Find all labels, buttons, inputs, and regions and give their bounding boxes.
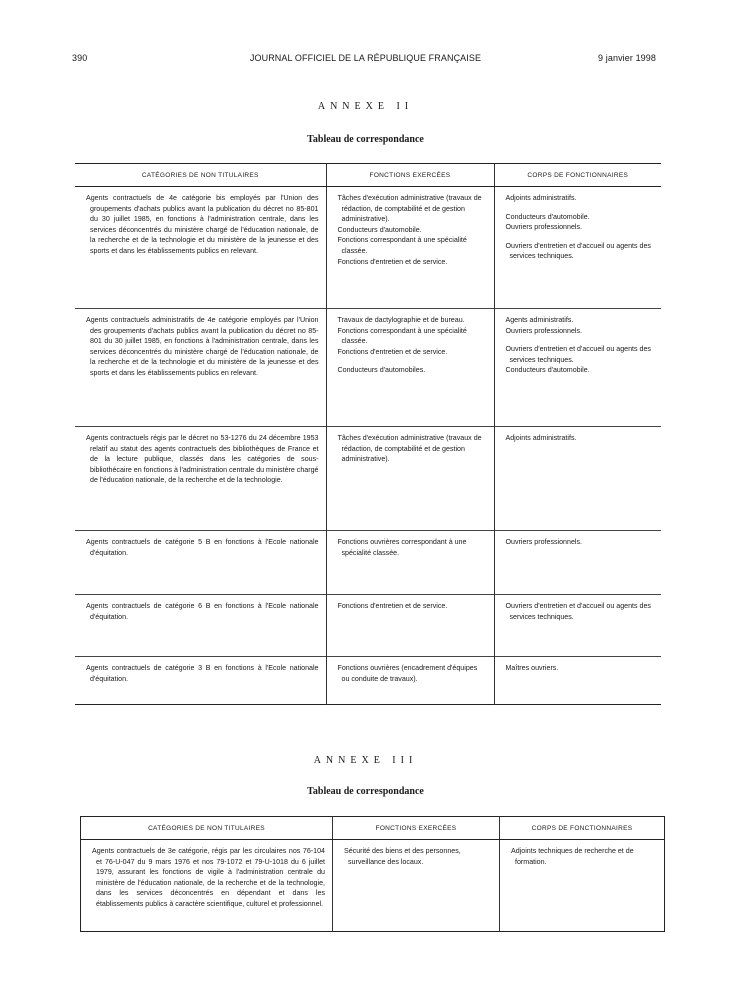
category-text: Agents contractuels de catégorie 3 B en fonctions à l'Ecole nationale d'équitation.: [86, 664, 319, 683]
corps-item: Adjoints administratifs.: [505, 194, 577, 202]
table-row: [81, 840, 665, 932]
category-cell: [81, 840, 333, 932]
corps-cell: [494, 595, 661, 657]
function-item: Fonctions ouvrières (encadrement d'équipes ou conduite de travaux).: [337, 664, 478, 683]
table-row: [75, 427, 661, 531]
spacer: [506, 204, 655, 212]
category-text: Agents contractuels administratifs de 4e catégorie employés par l'Union des groupements d'achats publics avant la publication du décret no 85-801 du 30 juillet 1985, en fonctions à l'administration centrale, dans les services déconcentrés du ministère chargé de l'éducation nationale, de la recherche et de la technologie et du ministère de la jeunesse et des sports et dans les établissements publics en relevant.: [86, 316, 319, 377]
annex-2-subtitle: Tableau de correspondance: [307, 134, 424, 145]
table-row: [75, 657, 661, 705]
corps-item: Conducteurs d'automobile.: [505, 212, 590, 221]
functions-cell: [326, 531, 494, 595]
column-header-corps: CORPS DE FONCTIONNAIRES: [500, 817, 665, 840]
category-cell: [75, 531, 326, 595]
table-row: [75, 595, 661, 657]
function-item: Travaux de dactylographie et de bureau.: [337, 316, 465, 324]
journal-title: JOURNAL OFFICIEL DE LA RÉPUBLIQUE FRANÇAISE: [249, 53, 482, 63]
corps-cell: [494, 309, 661, 427]
category-cell: [75, 657, 326, 705]
corps-cell: [494, 187, 661, 309]
table-row: [75, 309, 661, 427]
function-item: Fonctions ouvrières correspondant à une spécialité classée.: [337, 538, 467, 557]
corps-item: Adjoints techniques de recherche et de formation.: [511, 847, 634, 866]
corps-item: Adjoints administratifs.: [505, 434, 577, 442]
annex-3-body: [81, 840, 665, 932]
corps-item: Ouvriers professionnels.: [505, 326, 582, 335]
category-cell: [75, 427, 326, 531]
category-cell: [75, 309, 326, 427]
function-item: Fonctions d'entretien et de service.: [337, 347, 448, 356]
function-item: Fonctions d'entretien et de service.: [337, 257, 448, 266]
table-row: [75, 531, 661, 595]
corps-cell: [494, 531, 661, 595]
spacer: [338, 357, 487, 365]
corps-cell: [494, 657, 661, 705]
table-row: [75, 187, 661, 309]
category-text: Agents contractuels de catégorie 6 B en fonctions à l'Ecole nationale d'équitation.: [86, 602, 319, 621]
column-header-functions: FONCTIONS EXERCÉES: [326, 164, 494, 187]
functions-cell: [326, 595, 494, 657]
column-header-categories: CATÉGORIES DE NON TITULAIRES: [81, 817, 333, 840]
functions-cell: [326, 657, 494, 705]
corps-item: Conducteurs d'automobile.: [505, 366, 590, 375]
corps-item: Agents administratifs.: [505, 316, 574, 324]
annex-2-title: ANNEXE II: [317, 101, 414, 112]
page-number: 390: [72, 53, 88, 63]
annex-2-body: [75, 187, 661, 705]
column-header-corps: CORPS DE FONCTIONNAIRES: [494, 164, 661, 187]
function-item: Tâches d'exécution administrative (travaux de rédaction, de comptabilité et de gestion administrative).: [337, 434, 482, 464]
category-text: Agents contractuels régis par le décret no 53-1276 du 24 décembre 1953 relatif au statut des agents contractuels des bibliothèques de France et de la lecture publique, classés dans les catégories de sous-bibliothécaire en fonctions à l'administration centrale du ministère chargé de l'éducation nationale, de la recherche et de la technologie.: [86, 434, 319, 485]
function-item: Tâches d'exécution administrative (travaux de rédaction, de comptabilité et de gestion administrative).: [337, 194, 482, 224]
corps-item: Ouvriers professionnels.: [505, 223, 582, 232]
category-cell: [75, 187, 326, 309]
annex-3-table: [80, 816, 665, 932]
corps-cell: [494, 427, 661, 531]
functions-cell: [326, 427, 494, 531]
category-text: Agents contractuels de 4e catégorie bis employés par l'Union des groupements d'achats publics avant la publication du décret no 85-801 du 30 juillet 1985, en fonctions à l'administration centrale, dans les services déconcentrés du ministère chargé de l'éducation nationale, de la recherche et de la technologie et du ministère de la jeunesse et des sports et dans les établissements publics en relevant.: [86, 194, 319, 255]
category-text: Agents contractuels de catégorie 5 B en fonctions à l'Ecole nationale d'équitation.: [86, 538, 319, 557]
publication-date: 9 janvier 1998: [598, 53, 656, 63]
spacer: [506, 336, 655, 344]
spacer: [506, 233, 655, 241]
function-item: Conducteurs d'automobiles.: [337, 366, 426, 375]
column-header-functions: FONCTIONS EXERCÉES: [333, 817, 500, 840]
corps-item: Ouvriers professionnels.: [505, 538, 582, 546]
function-item: Fonctions d'entretien et de service.: [337, 602, 448, 610]
function-item: Sécurité des biens et des personnes, surveillance des locaux.: [344, 847, 461, 866]
functions-cell: [326, 187, 494, 309]
category-cell: [75, 595, 326, 657]
corps-item: Maîtres ouvriers.: [505, 664, 559, 672]
function-item: Fonctions correspondant à une spécialité classée.: [337, 236, 467, 255]
function-item: Fonctions correspondant à une spécialité classée.: [337, 326, 467, 346]
corps-item: Ouvriers d'entretien et d'accueil ou agents des services techniques.: [505, 345, 651, 364]
annex-3-title: ANNEXE III: [313, 755, 418, 766]
corps-cell: [500, 840, 665, 932]
column-header-categories: CATÉGORIES DE NON TITULAIRES: [75, 164, 326, 187]
annex-2-table: [75, 163, 661, 705]
function-item: Conducteurs d'automobile.: [337, 225, 422, 234]
functions-cell: [326, 309, 494, 427]
annex-3-subtitle: Tableau de correspondance: [307, 786, 424, 797]
corps-item: Ouvriers d'entretien et d'accueil ou agents des services techniques.: [505, 602, 651, 621]
functions-cell: [333, 840, 500, 932]
corps-item: Ouvriers d'entretien et d'accueil ou agents des services techniques.: [505, 241, 651, 261]
category-text: Agents contractuels de 3e catégorie, régis par les circulaires nos 76-104 et 76-U-047 du 9 mars 1976 et nos 79-1072 et 79-U-1018 du 6 juillet 1979, assurant les fonctions de vigile à l'administration centrale du ministère de l'éducation nationale, de la recherche et de la technologie, dans les services déconcentrés en dépendant et dans les établissements publics à caractère scientifique, culturel et professionnel.: [92, 847, 325, 908]
